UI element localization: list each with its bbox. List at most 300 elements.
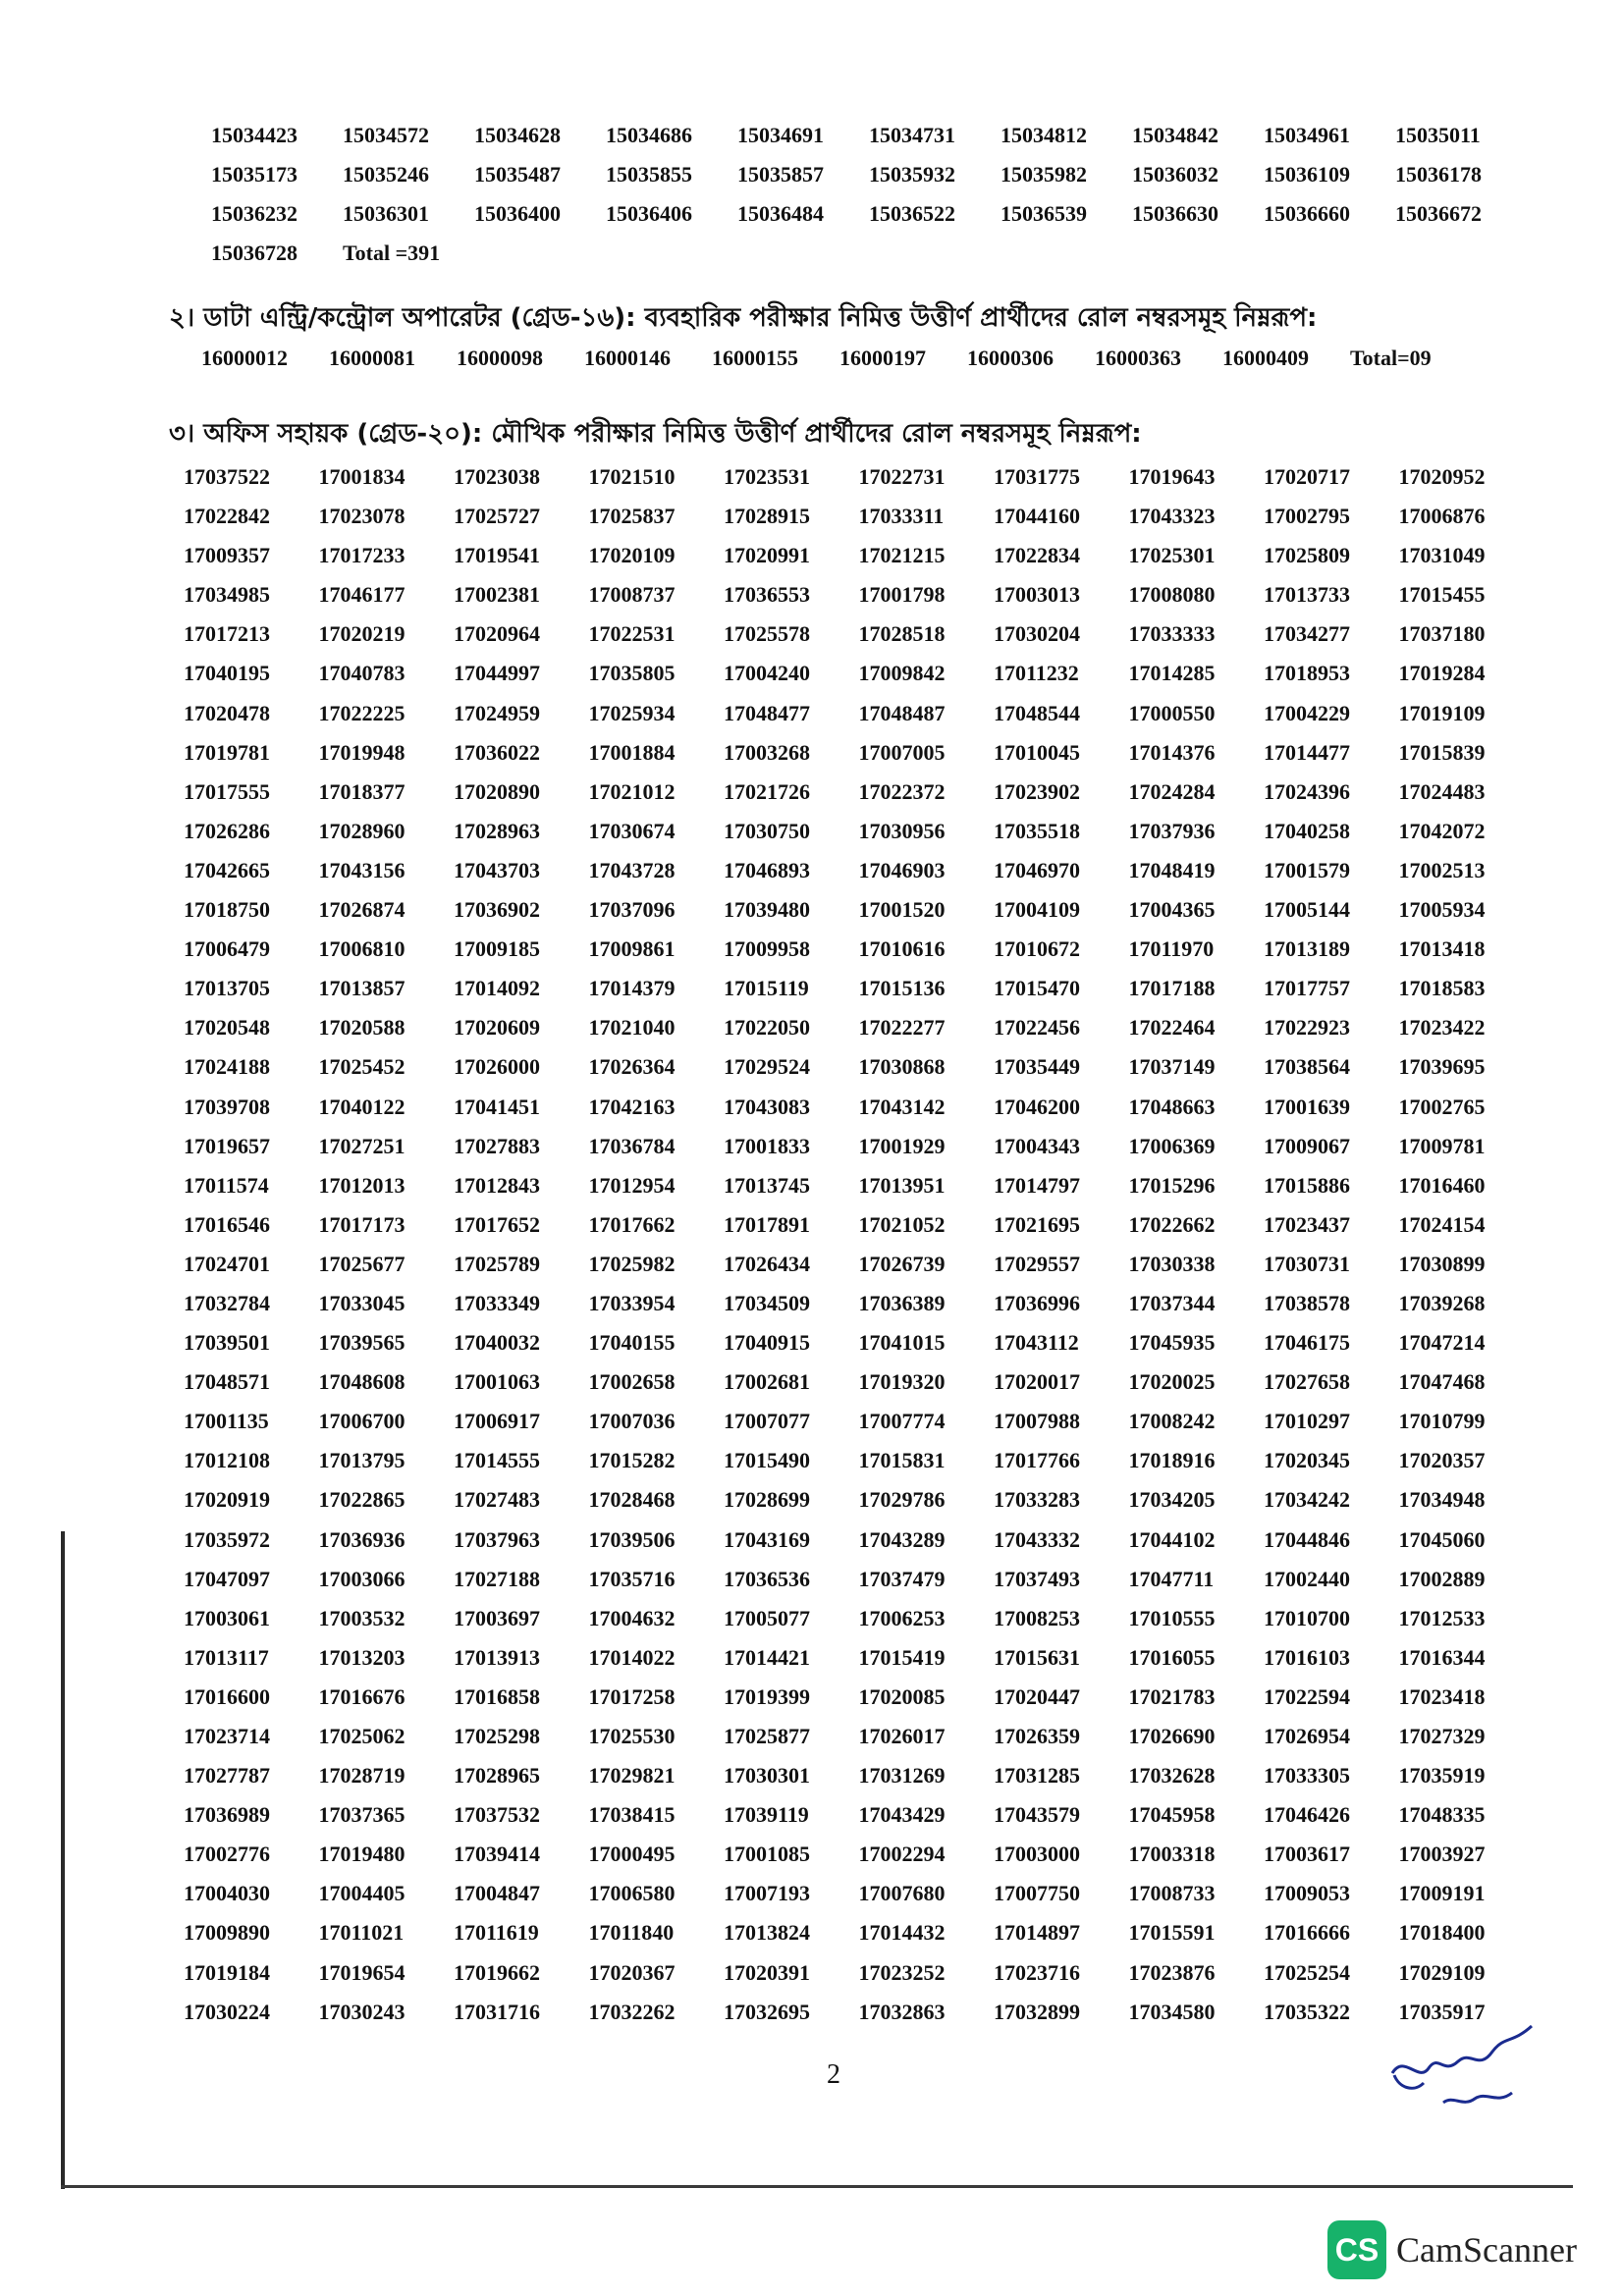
roll-number: 17039695 (1398, 1054, 1486, 1080)
roll-number: 17036022 (454, 739, 540, 765)
roll-number: 17033305 (1264, 1763, 1350, 1789)
roll-number: 17023876 (1128, 1959, 1216, 1985)
roll-number: 17032695 (724, 1999, 810, 2024)
roll-number: 16000081 (329, 346, 415, 370)
roll-number: 17043703 (454, 857, 540, 882)
roll-number: 17010799 (1398, 1409, 1486, 1434)
roll-number: 17004632 (588, 1605, 676, 1630)
roll-number: 17037344 (1128, 1290, 1216, 1315)
roll-number: 17023078 (318, 504, 406, 529)
roll-number: 17036936 (318, 1526, 406, 1552)
roll-number: 17046893 (724, 857, 810, 882)
roll-number: 17003697 (454, 1605, 540, 1630)
roll-number: 17033283 (994, 1487, 1080, 1513)
roll-number: 17016546 (184, 1211, 270, 1237)
roll-number: 17039268 (1398, 1290, 1486, 1315)
roll-number: 17048335 (1398, 1802, 1486, 1828)
roll-number: 17018377 (318, 778, 406, 804)
roll-number: 15034812 (1001, 123, 1087, 147)
roll-number: 17025727 (454, 504, 540, 529)
roll-number: 17008737 (588, 582, 676, 608)
roll-number: 17021695 (994, 1211, 1080, 1237)
roll-number: 17014092 (454, 976, 540, 1001)
roll-number: 17037532 (454, 1802, 540, 1828)
roll-number: 17021510 (588, 464, 676, 489)
roll-number: 17015119 (724, 976, 809, 1001)
roll-number: 17026017 (858, 1724, 946, 1748)
roll-number: 17009185 (454, 936, 540, 962)
roll-number: 17017188 (1128, 976, 1216, 1001)
roll-number: 15035857 (737, 162, 824, 187)
roll-number: 15036406 (606, 201, 692, 226)
roll-number: 17003318 (1128, 1842, 1216, 1867)
roll-number: 17039501 (184, 1330, 270, 1356)
roll-number: 17002658 (588, 1369, 676, 1395)
roll-number: 17013745 (724, 1172, 810, 1198)
roll-number: 17016344 (1398, 1644, 1486, 1670)
roll-number: 17022842 (184, 504, 270, 529)
roll-number: 17039565 (318, 1330, 406, 1356)
roll-number: 17020991 (724, 543, 810, 568)
roll-number: 15036522 (869, 201, 955, 226)
roll-number: 17021052 (858, 1211, 946, 1237)
roll-number: 17034509 (724, 1290, 810, 1315)
roll-number: 17019399 (724, 1683, 810, 1709)
roll-number: 17017555 (184, 778, 270, 804)
roll-number: 17037493 (994, 1566, 1080, 1591)
roll-number: 17013418 (1398, 936, 1486, 962)
roll-number: 17004343 (994, 1133, 1080, 1158)
roll-number: 17006253 (858, 1605, 946, 1630)
roll-number: 17020345 (1264, 1448, 1350, 1473)
roll-number: 17013913 (454, 1644, 540, 1670)
roll-number: 17013857 (318, 976, 406, 1001)
roll-number: 15036630 (1132, 201, 1218, 226)
roll-number: 17025677 (318, 1251, 406, 1276)
page-edge-bottom (61, 2185, 1573, 2188)
roll-number: 17011021 (318, 1920, 405, 1946)
roll-number: 15034686 (606, 123, 692, 147)
roll-number: 17042163 (588, 1094, 676, 1119)
roll-number: 17014797 (994, 1172, 1080, 1198)
roll-number: 17013951 (858, 1172, 946, 1198)
roll-number: 17009958 (724, 936, 810, 962)
roll-number: 17004229 (1264, 700, 1350, 725)
roll-number: 17013824 (724, 1920, 810, 1946)
roll-number: 17037180 (1398, 621, 1486, 647)
roll-number: 15036484 (737, 201, 824, 226)
roll-number: 17002513 (1398, 857, 1486, 882)
roll-number: 17044160 (994, 504, 1080, 529)
roll-number: 17001520 (858, 897, 946, 923)
roll-number: 17023038 (454, 464, 540, 489)
roll-number: 17043142 (858, 1094, 946, 1119)
roll-number: 17025062 (318, 1724, 406, 1748)
roll-number: 17031716 (454, 1999, 540, 2024)
roll-number: 17020609 (454, 1015, 540, 1041)
roll-number: 17000550 (1128, 700, 1216, 725)
roll-number: 17036536 (724, 1566, 810, 1591)
roll-number: 17008733 (1128, 1881, 1216, 1906)
roll-number: 17020919 (184, 1487, 270, 1513)
roll-number: 17025301 (1128, 543, 1216, 568)
page-edge-left (61, 1531, 65, 2189)
roll-number: 17017173 (318, 1211, 406, 1237)
roll-number: 17037365 (318, 1802, 406, 1828)
roll-number: 17030338 (1128, 1251, 1216, 1276)
roll-number: 17009842 (858, 661, 946, 686)
roll-number: 17043112 (994, 1330, 1079, 1356)
roll-number: 17028965 (454, 1763, 540, 1789)
roll-number: 17004847 (454, 1881, 540, 1906)
roll-number: 17035972 (184, 1526, 270, 1552)
roll-number: 17023902 (994, 778, 1080, 804)
roll-number: 17010045 (994, 739, 1080, 765)
roll-number: 17037479 (858, 1566, 946, 1591)
roll-number: 17024284 (1128, 778, 1216, 804)
roll-number: 17023418 (1398, 1683, 1486, 1709)
roll-number: 17016666 (1264, 1920, 1350, 1946)
roll-number: 17048544 (994, 700, 1080, 725)
roll-number: 17007193 (724, 1881, 810, 1906)
roll-number: 15036539 (1001, 201, 1087, 226)
roll-number: 17040258 (1264, 818, 1350, 843)
roll-number: 17043429 (858, 1802, 946, 1828)
roll-number: 17002681 (724, 1369, 810, 1395)
roll-number: 17015282 (588, 1448, 676, 1473)
roll-number: 17020025 (1128, 1369, 1216, 1395)
roll-number: 17032262 (588, 1999, 676, 2024)
roll-number: 17035449 (994, 1054, 1080, 1080)
roll-number: 17025452 (318, 1054, 406, 1080)
roll-number: 17012533 (1398, 1605, 1486, 1630)
roll-number: 17021783 (1128, 1683, 1216, 1709)
roll-number: 17003000 (994, 1842, 1080, 1867)
roll-number: 17017757 (1264, 976, 1350, 1001)
roll-number: 17030674 (588, 818, 676, 843)
roll-number: 15034572 (343, 123, 429, 147)
roll-number: 17006700 (318, 1409, 406, 1434)
roll-number: 17020017 (994, 1369, 1080, 1395)
roll-number: 17028518 (858, 621, 946, 647)
roll-number: 17006580 (588, 1881, 676, 1906)
roll-number: 17031269 (858, 1763, 946, 1789)
roll-number: 17025254 (1264, 1959, 1350, 1985)
roll-number: 17026359 (994, 1724, 1080, 1748)
roll-number: 17046970 (994, 857, 1080, 882)
roll-number: 17011574 (184, 1172, 269, 1198)
roll-number: 17014897 (994, 1920, 1080, 1946)
roll-number: 17015490 (724, 1448, 810, 1473)
roll-number: 17028963 (454, 818, 540, 843)
roll-number: 17005144 (1264, 897, 1350, 923)
roll-number: 17048608 (318, 1369, 406, 1395)
roll-number: 17019184 (184, 1959, 270, 1985)
roll-number: 15034628 (474, 123, 561, 147)
roll-number: 17026286 (184, 818, 270, 843)
roll-number: 17011840 (588, 1920, 675, 1946)
roll-number: 17043156 (318, 857, 406, 882)
roll-number: 17048477 (724, 700, 810, 725)
roll-number: 17030301 (724, 1763, 810, 1789)
roll-number: 17015136 (858, 976, 946, 1001)
roll-number: 17014022 (588, 1644, 676, 1670)
roll-number: 17023714 (184, 1724, 270, 1748)
section3-heading: ৩। অফিস সহায়ক (গ্রেড-২০): মৌখিক পরীক্ষার নিমিত্ত উত্তীর্ণ প্রার্থীদের রোল নম্বরসমূহ নিম্নরূপ: (169, 419, 1142, 449)
roll-number: 17044846 (1264, 1526, 1350, 1552)
roll-number: 17029821 (588, 1763, 676, 1789)
roll-number: 17047468 (1398, 1369, 1486, 1395)
camscanner-watermark (1327, 2220, 1577, 2279)
roll-number: 17019109 (1398, 700, 1486, 725)
roll-number: 17022277 (858, 1015, 946, 1041)
roll-number: 17017258 (588, 1683, 676, 1709)
roll-number: 17022662 (1128, 1211, 1216, 1237)
roll-number: 17003927 (1398, 1842, 1486, 1867)
roll-number: 17033333 (1128, 621, 1216, 647)
roll-number: 16000409 (1222, 346, 1309, 370)
roll-number: 17031775 (994, 464, 1080, 489)
roll-number: 17047711 (1128, 1566, 1215, 1591)
roll-number: 17019657 (184, 1133, 270, 1158)
roll-number: 17021012 (588, 778, 676, 804)
roll-number: 17012843 (454, 1172, 540, 1198)
roll-number: 17030243 (318, 1999, 406, 2024)
roll-number: 17010297 (1264, 1409, 1350, 1434)
roll-number: 17020890 (454, 778, 540, 804)
roll-number: 17001579 (1264, 857, 1350, 882)
roll-number: 15034423 (211, 123, 298, 147)
roll-number: 17045935 (1128, 1330, 1216, 1356)
roll-number: 17044997 (454, 661, 540, 686)
roll-number: 17001798 (858, 582, 946, 608)
roll-number: 17043728 (588, 857, 676, 882)
roll-number: 17024396 (1264, 778, 1350, 804)
roll-number: 17014376 (1128, 739, 1216, 765)
roll-number: 17036989 (184, 1802, 270, 1828)
roll-number: 17002889 (1398, 1566, 1486, 1591)
roll-number: 17012013 (318, 1172, 406, 1198)
roll-number: 17022050 (724, 1015, 810, 1041)
roll-number: 17014432 (858, 1920, 946, 1946)
roll-number: 15034691 (737, 123, 824, 147)
roll-number: 17001639 (1264, 1094, 1350, 1119)
roll-number: 17032863 (858, 1999, 946, 2024)
roll-number: 17030224 (184, 1999, 270, 2024)
roll-number: 17041015 (858, 1330, 946, 1356)
roll-number: 17014421 (724, 1644, 810, 1670)
roll-number: 17007077 (724, 1409, 810, 1434)
roll-number: 17036902 (454, 897, 540, 923)
roll-number: 17008080 (1128, 582, 1216, 608)
roll-number: 17022225 (318, 700, 406, 725)
roll-number: 17022731 (858, 464, 946, 489)
roll-number: 17027329 (1398, 1724, 1486, 1748)
roll-number: 17009781 (1398, 1133, 1486, 1158)
roll-number: 17029109 (1398, 1959, 1486, 1985)
roll-number: 17025877 (724, 1724, 810, 1748)
roll-number: 17048419 (1128, 857, 1216, 882)
roll-number: 17019541 (454, 543, 540, 568)
roll-number: 17026000 (454, 1054, 540, 1080)
roll-number: 17001834 (318, 464, 406, 489)
roll-number: 17039506 (588, 1526, 676, 1552)
roll-number: 17003061 (184, 1605, 270, 1630)
roll-number: 17023716 (994, 1959, 1080, 1985)
section2-heading: ২। ডাটা এন্ট্রি/কন্ট্রোল অপারেটর (গ্রেড-১৬): ব্যবহারিক পরীক্ষার নিমিত্ত উত্তীর্ণ প্রার্থীদের রোল নম্বরসমূহ নিম্নরূপ: (169, 303, 1318, 333)
roll-number: 17020717 (1264, 464, 1350, 489)
roll-number: 17035322 (1264, 1999, 1350, 2024)
roll-number: 15036032 (1132, 162, 1218, 187)
roll-number: 17026739 (858, 1251, 946, 1276)
roll-number: 17025789 (454, 1251, 540, 1276)
roll-number: 17002294 (858, 1842, 946, 1867)
roll-number: 17041451 (454, 1094, 540, 1119)
roll-number: 17047214 (1398, 1330, 1486, 1356)
roll-number: 17009053 (1264, 1881, 1350, 1906)
roll-number: 15036178 (1395, 162, 1482, 187)
roll-number: 17028468 (588, 1487, 676, 1513)
roll-number: 17030899 (1398, 1251, 1486, 1276)
roll-number: 17046903 (858, 857, 946, 882)
roll-number: 17033349 (454, 1290, 540, 1315)
roll-number: 17039414 (454, 1842, 540, 1867)
roll-number: 17048487 (858, 700, 946, 725)
roll-number: 17026874 (318, 897, 406, 923)
roll-number: 17040915 (724, 1330, 810, 1356)
roll-number: 17011232 (994, 661, 1079, 686)
roll-number: 17028915 (724, 504, 810, 529)
roll-number: 17043083 (724, 1094, 810, 1119)
roll-number: 17043332 (994, 1526, 1080, 1552)
roll-number: 17001085 (724, 1842, 810, 1867)
roll-number: 17019781 (184, 739, 270, 765)
roll-number: 17015455 (1398, 582, 1486, 608)
roll-number: 17036389 (858, 1290, 946, 1315)
roll-number: 17006369 (1128, 1133, 1216, 1158)
roll-number: 17019480 (318, 1842, 406, 1867)
roll-number: 17020952 (1398, 464, 1486, 489)
roll-number: 17034205 (1128, 1487, 1216, 1513)
roll-number: 17022834 (994, 543, 1080, 568)
roll-number: 17001929 (858, 1133, 946, 1158)
roll-number: 17046426 (1264, 1802, 1350, 1828)
roll-number: 17020447 (994, 1683, 1080, 1709)
roll-number: 17022464 (1128, 1015, 1216, 1041)
roll-number: 17013733 (1264, 582, 1350, 608)
roll-number: 17016858 (454, 1683, 540, 1709)
roll-number: 17034985 (184, 582, 270, 608)
roll-number: 16000197 (839, 346, 926, 370)
roll-number: 15036728 (211, 240, 298, 265)
roll-number: 17028699 (724, 1487, 810, 1513)
roll-number: 17027883 (454, 1133, 540, 1158)
roll-number: 17023437 (1264, 1211, 1350, 1237)
roll-number: 17046175 (1264, 1330, 1350, 1356)
roll-number: 17003013 (994, 582, 1080, 608)
roll-number: 17019320 (858, 1369, 946, 1395)
roll-number: 17023252 (858, 1959, 946, 1985)
roll-number: 17012108 (184, 1448, 270, 1473)
roll-number: 17017213 (184, 621, 270, 647)
roll-number: 16000146 (584, 346, 671, 370)
roll-number: 17040032 (454, 1330, 540, 1356)
roll-number: 17034580 (1128, 1999, 1216, 2024)
roll-number: 17034948 (1398, 1487, 1486, 1513)
roll-number: 17017233 (318, 543, 406, 568)
roll-number: 17020109 (588, 543, 676, 568)
roll-number: 17046200 (994, 1094, 1080, 1119)
roll-number: 17007036 (588, 1409, 676, 1434)
roll-number: 17038415 (588, 1802, 676, 1828)
roll-number: 17011970 (1128, 936, 1215, 962)
roll-number: 17027787 (184, 1763, 270, 1789)
roll-number: 17015470 (994, 976, 1080, 1001)
roll-number: 17040155 (588, 1330, 676, 1356)
roll-number: 17021040 (588, 1015, 676, 1041)
roll-number: 15036400 (474, 201, 561, 226)
roll-number: 17018400 (1398, 1920, 1486, 1946)
roll-number: 17004365 (1128, 897, 1216, 923)
roll-number: 17030204 (994, 621, 1080, 647)
roll-number: 17019948 (318, 739, 406, 765)
roll-number: 17015296 (1128, 1172, 1216, 1198)
roll-number: 17013203 (318, 1644, 406, 1670)
roll-number: 17003532 (318, 1605, 406, 1630)
roll-number: Total=09 (1350, 346, 1432, 370)
signature-image (1384, 2014, 1542, 2117)
roll-number: 17010672 (994, 936, 1080, 962)
roll-number: 17020357 (1398, 1448, 1486, 1473)
roll-number: 17020219 (318, 621, 406, 647)
roll-number: 17018916 (1128, 1448, 1216, 1473)
roll-number: 17027658 (1264, 1369, 1350, 1395)
roll-number: 17008242 (1128, 1409, 1216, 1434)
roll-number: 17019654 (318, 1959, 406, 1985)
roll-number: 17001135 (184, 1409, 269, 1434)
roll-number: 17038578 (1264, 1290, 1350, 1315)
roll-number: 17037522 (184, 464, 270, 489)
roll-number: 17015419 (858, 1644, 946, 1670)
roll-number: 17037936 (1128, 818, 1216, 843)
roll-number: 17001884 (588, 739, 676, 765)
roll-number: 15034731 (869, 123, 955, 147)
roll-number: 17040122 (318, 1094, 406, 1119)
roll-number: 17030750 (724, 818, 810, 843)
roll-number: 17031049 (1398, 543, 1486, 568)
camscanner-label: CamScanner (1396, 2230, 1577, 2269)
roll-number: 17046177 (318, 582, 406, 608)
roll-number: 17009890 (184, 1920, 270, 1946)
roll-number: 17014555 (454, 1448, 540, 1473)
roll-list-section1 (211, 123, 1527, 280)
roll-number: 17015631 (994, 1644, 1080, 1670)
roll-number: 17017766 (994, 1448, 1080, 1473)
roll-number: 17025298 (454, 1724, 540, 1748)
roll-number: 17018750 (184, 897, 270, 923)
roll-number: 17020548 (184, 1015, 270, 1041)
roll-number: 17043323 (1128, 504, 1216, 529)
roll-number: 17029524 (724, 1054, 810, 1080)
roll-number: 17009191 (1398, 1881, 1486, 1906)
roll-number: 17022372 (858, 778, 946, 804)
roll-number: 17013705 (184, 976, 270, 1001)
roll-number: 17032784 (184, 1290, 270, 1315)
roll-number: 17009357 (184, 543, 270, 568)
roll-number: 15035487 (474, 162, 561, 187)
roll-number: 17030956 (858, 818, 946, 843)
roll-number: 17026364 (588, 1054, 676, 1080)
